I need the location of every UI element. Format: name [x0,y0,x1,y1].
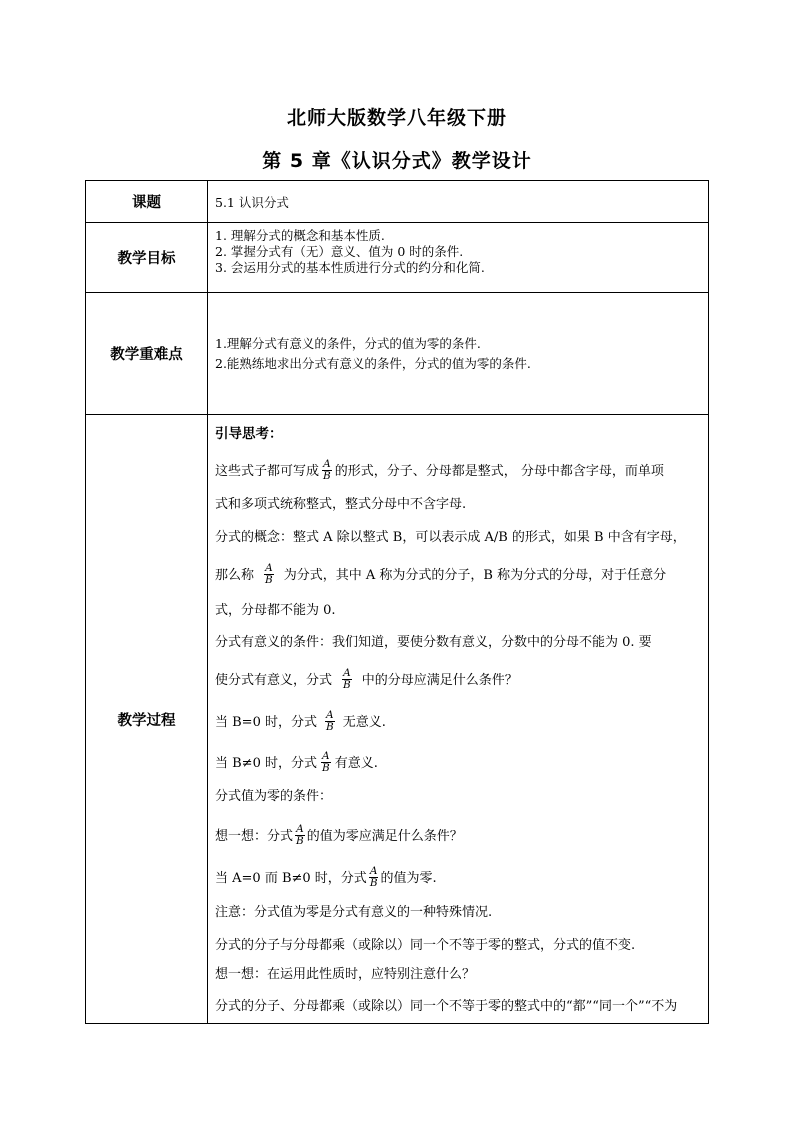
fraction-a-over-b: $\frac{A}{B}$ [321,750,330,774]
process-heading: 引导思考： [215,426,283,442]
process-line: 式，分母都不能为 0. [215,603,336,618]
fraction-a-over-b: $\frac{A}{B}$ [265,562,273,586]
key-point-item: 1.理解分式有意义的条件，分式的值为零的条件. [215,335,481,351]
process-line: 分式的分子、分母都乘（或除以）同一个不等于零的整式中的“都”“同一个”“不为 [215,999,678,1014]
process-text: 当 A=0 而 B≠0 时，分式 [215,871,367,886]
document-title: 北师大版数学八年级下册 [286,107,507,129]
process-content [208,415,709,1024]
goals-label: 教学目标 [86,223,208,293]
process-line [215,867,437,890]
key-points-content [208,293,709,415]
process-line: 想一想：在运用此性质时，应特别注意什么？ [215,967,476,982]
process-text: 这些式子都可写成 [215,464,320,479]
process-text: 的值为零应满足什么条件？ [306,829,463,844]
process-line: 分式有意义的条件：我们知道，要使分数有意义，分数中的分母不能为 0. 要 [215,635,652,650]
goal-item: 3. 会运用分式的基本性质进行分式的约分和化简. [215,260,485,275]
topic-value: 5.1 认识分式 [208,181,709,223]
goal-item: 2. 掌握分式有（无）意义、值为 0 时的条件. [215,244,464,259]
process-text: 使分式有意义，分式 [215,673,333,688]
process-text: 当 B=0 时，分式 [215,715,317,730]
process-line [215,825,463,848]
table-row-topic [86,181,709,223]
process-text: 当 B≠0 时，分式 [215,756,317,771]
process-line [215,752,378,775]
process-text: 的形式，分子、分母都是整式， 分母中都含字母，而单项 [334,464,664,479]
process-text: 无意义. [342,715,386,730]
process-text: 的值为零. [380,871,437,886]
table-row-key-points [86,293,709,415]
process-text: 那么称 [215,568,255,583]
goal-item: 1. 理解分式的概念和基本性质. [215,228,385,243]
key-points-label: 教学重难点 [86,293,208,415]
fraction-a-over-b: $\frac{A}{B}$ [325,709,334,733]
process-line: 注意：分式值为零是分式有意义的一种特殊情况. [215,905,493,920]
process-line [215,669,518,692]
topic-label: 课题 [86,181,208,223]
lesson-plan-table [85,180,709,1024]
process-line: 分式的概念：整式 A 除以整式 B，可以表示成 A/B 的形式，如果 B 中含有字母， [215,530,686,545]
fraction-a-over-b: $\frac{A}{B}$ [369,865,378,889]
document-subtitle: 第 5 章《认识分式》教学设计 [262,150,532,172]
process-text: 中的分母应满足什么条件？ [361,673,518,688]
process-line: 分式值为零的条件： [215,789,333,804]
process-line [215,460,664,483]
process-text: 有意义. [334,756,378,771]
fraction-a-over-b: $\frac{A}{B}$ [343,667,351,691]
process-line [215,711,386,734]
process-text: 为分式，其中 A 称为分式的分子，B 称为分式的分母，对于任意分 [283,568,667,583]
process-line [215,564,666,587]
table-row-goals [86,223,709,293]
process-line: 分式的分子与分母都乘（或除以）同一个不等于零的整式，分式的值不变. [215,938,636,953]
goals-content [208,223,709,293]
key-point-item: 2.能熟练地求出分式有意义的条件，分式的值为零的条件. [215,355,531,371]
fraction-a-over-b: $\frac{A}{B}$ [323,458,331,482]
process-line: 式和多项式统称整式，整式分母中不含字母. [215,497,467,512]
fraction-a-over-b: $\frac{A}{B}$ [296,823,304,847]
process-text: 想一想：分式 [215,829,294,844]
table-row-process [86,415,709,1024]
process-label: 教学过程 [86,415,208,1024]
